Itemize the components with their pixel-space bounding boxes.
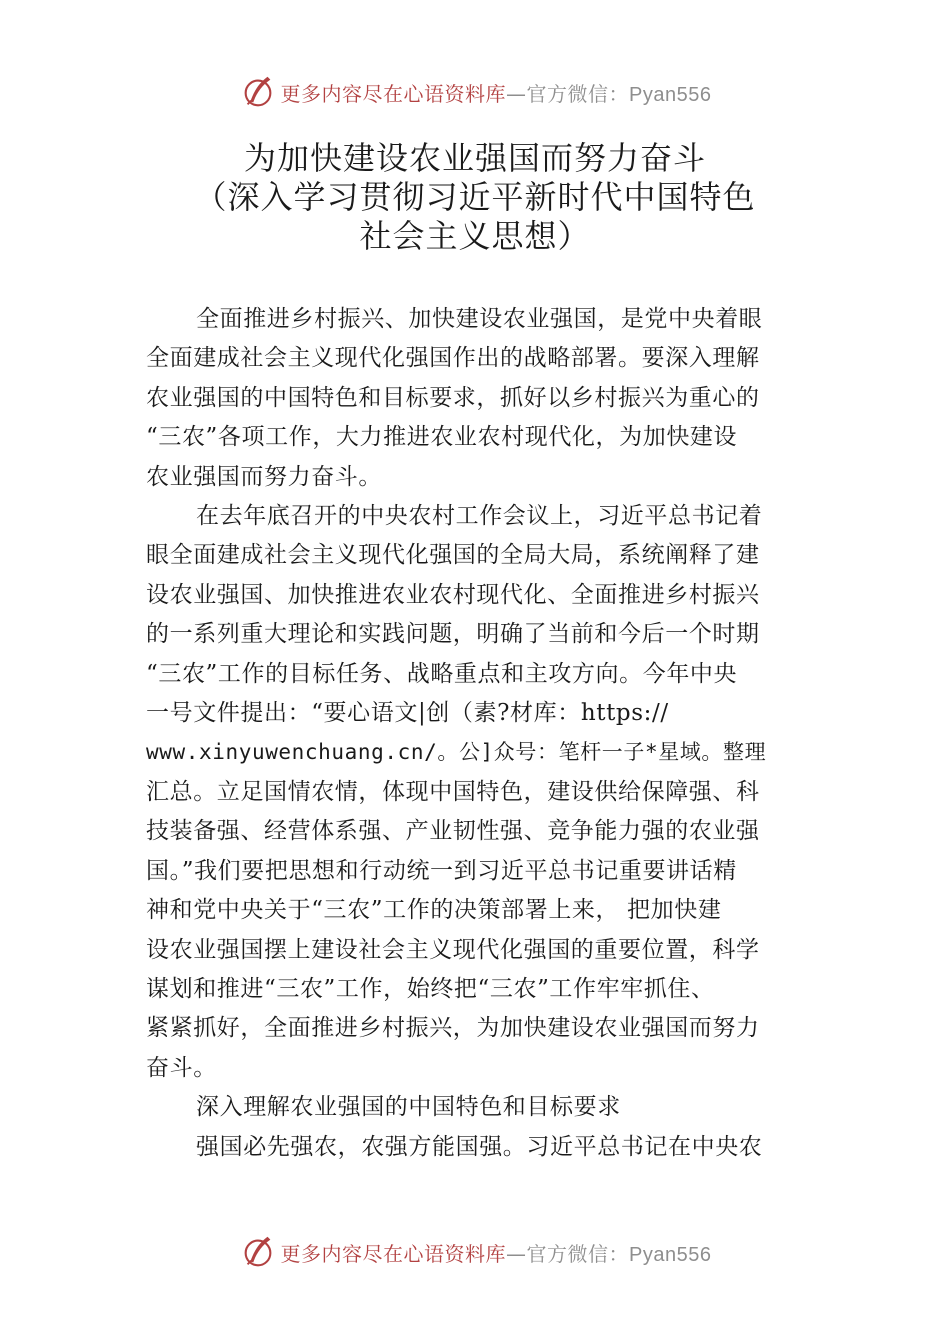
banner-text: 更多内容尽在心语资料库—官方微信：Pyan556: [280, 81, 712, 106]
document-title-line-2: （深入学习贯彻习近平新时代中国特色: [194, 178, 756, 216]
text-line: 设农业强国摆上建设社会主义现代化强国的重要位置，科学: [146, 936, 760, 963]
text-line: 农业强国的中国特色和目标要求，抓好以乡村振兴为重心的: [146, 384, 760, 411]
document-title-line-1: 为加快建设农业强国而努力奋斗: [243, 139, 706, 177]
text-line: 全面推进乡村振兴、加快建设农业强国，是党中央着眼: [196, 306, 763, 332]
text-line: “三农”工作的目标任务、战略重点和主攻方向。今年中央: [146, 660, 738, 687]
paragraph-3: [146, 1128, 810, 1167]
quill-logo-icon: [239, 1233, 277, 1271]
text-line: 深入理解农业强国的中国特色和目标要求: [196, 1094, 621, 1121]
footer-banner: [0, 1232, 950, 1272]
text-line: 汇总。立足国情农情，体现中国特色，建设供给保障强、科: [146, 778, 760, 805]
text-line: 强国必先强农，农强方能国强。习近平总书记在中央农: [196, 1133, 763, 1160]
document-title-line-3: 社会主义思想）: [359, 217, 591, 255]
paragraph-1: [146, 300, 810, 497]
document-body: [146, 300, 810, 1167]
text-line: 紧紧抓好，全面推进乡村振兴，为加快建设农业强国而努力: [146, 1015, 760, 1042]
text-line: 国。”我们要把思想和行动统一到习近平总书记重要讲话精: [146, 857, 737, 884]
paragraph-2: [146, 497, 810, 1088]
text-line: 在去年底召开的中央农村工作会议上，习近平总书记着: [196, 503, 763, 530]
text-line-url: www.xinyuwenchuang.cn/。公]众号：笔杆一子*星域。整理: [146, 740, 767, 765]
text-line: 技装备强、经营体系强、产业韧性强、竞争能力强的农业强: [146, 818, 760, 845]
text-line: 农业强国而努力奋斗。: [146, 463, 382, 490]
text-line: 神和党中央关于“三农”工作的决策部署上来， 把加快建: [146, 897, 722, 924]
banner-text: 更多内容尽在心语资料库—官方微信：Pyan556: [280, 1241, 712, 1266]
text-line: 奋斗。: [146, 1054, 217, 1081]
text-line: 眼全面建成社会主义现代化强国的全局大局，系统阐释了建: [146, 542, 760, 569]
section-heading: [146, 1088, 810, 1127]
text-line: 全面建成社会主义现代化强国作出的战略部署。要深入理解: [146, 345, 760, 372]
header-banner: [0, 72, 950, 112]
quill-logo-icon: [239, 73, 277, 111]
text-line: 设农业强国、加快推进农业农村现代化、全面推进乡村振兴: [146, 581, 760, 608]
text-line: 谋划和推进“三农”工作，始终把“三农”工作牢牢抓住、: [146, 975, 715, 1002]
text-line: 一号文件提出：“要心语文|创（素?材库：https://: [146, 700, 669, 727]
text-line: 的一系列重大理论和实践问题，明确了当前和今后一个时期: [146, 621, 760, 648]
text-line: “三农”各项工作，大力推进农业农村现代化，为加快建设: [146, 424, 738, 451]
